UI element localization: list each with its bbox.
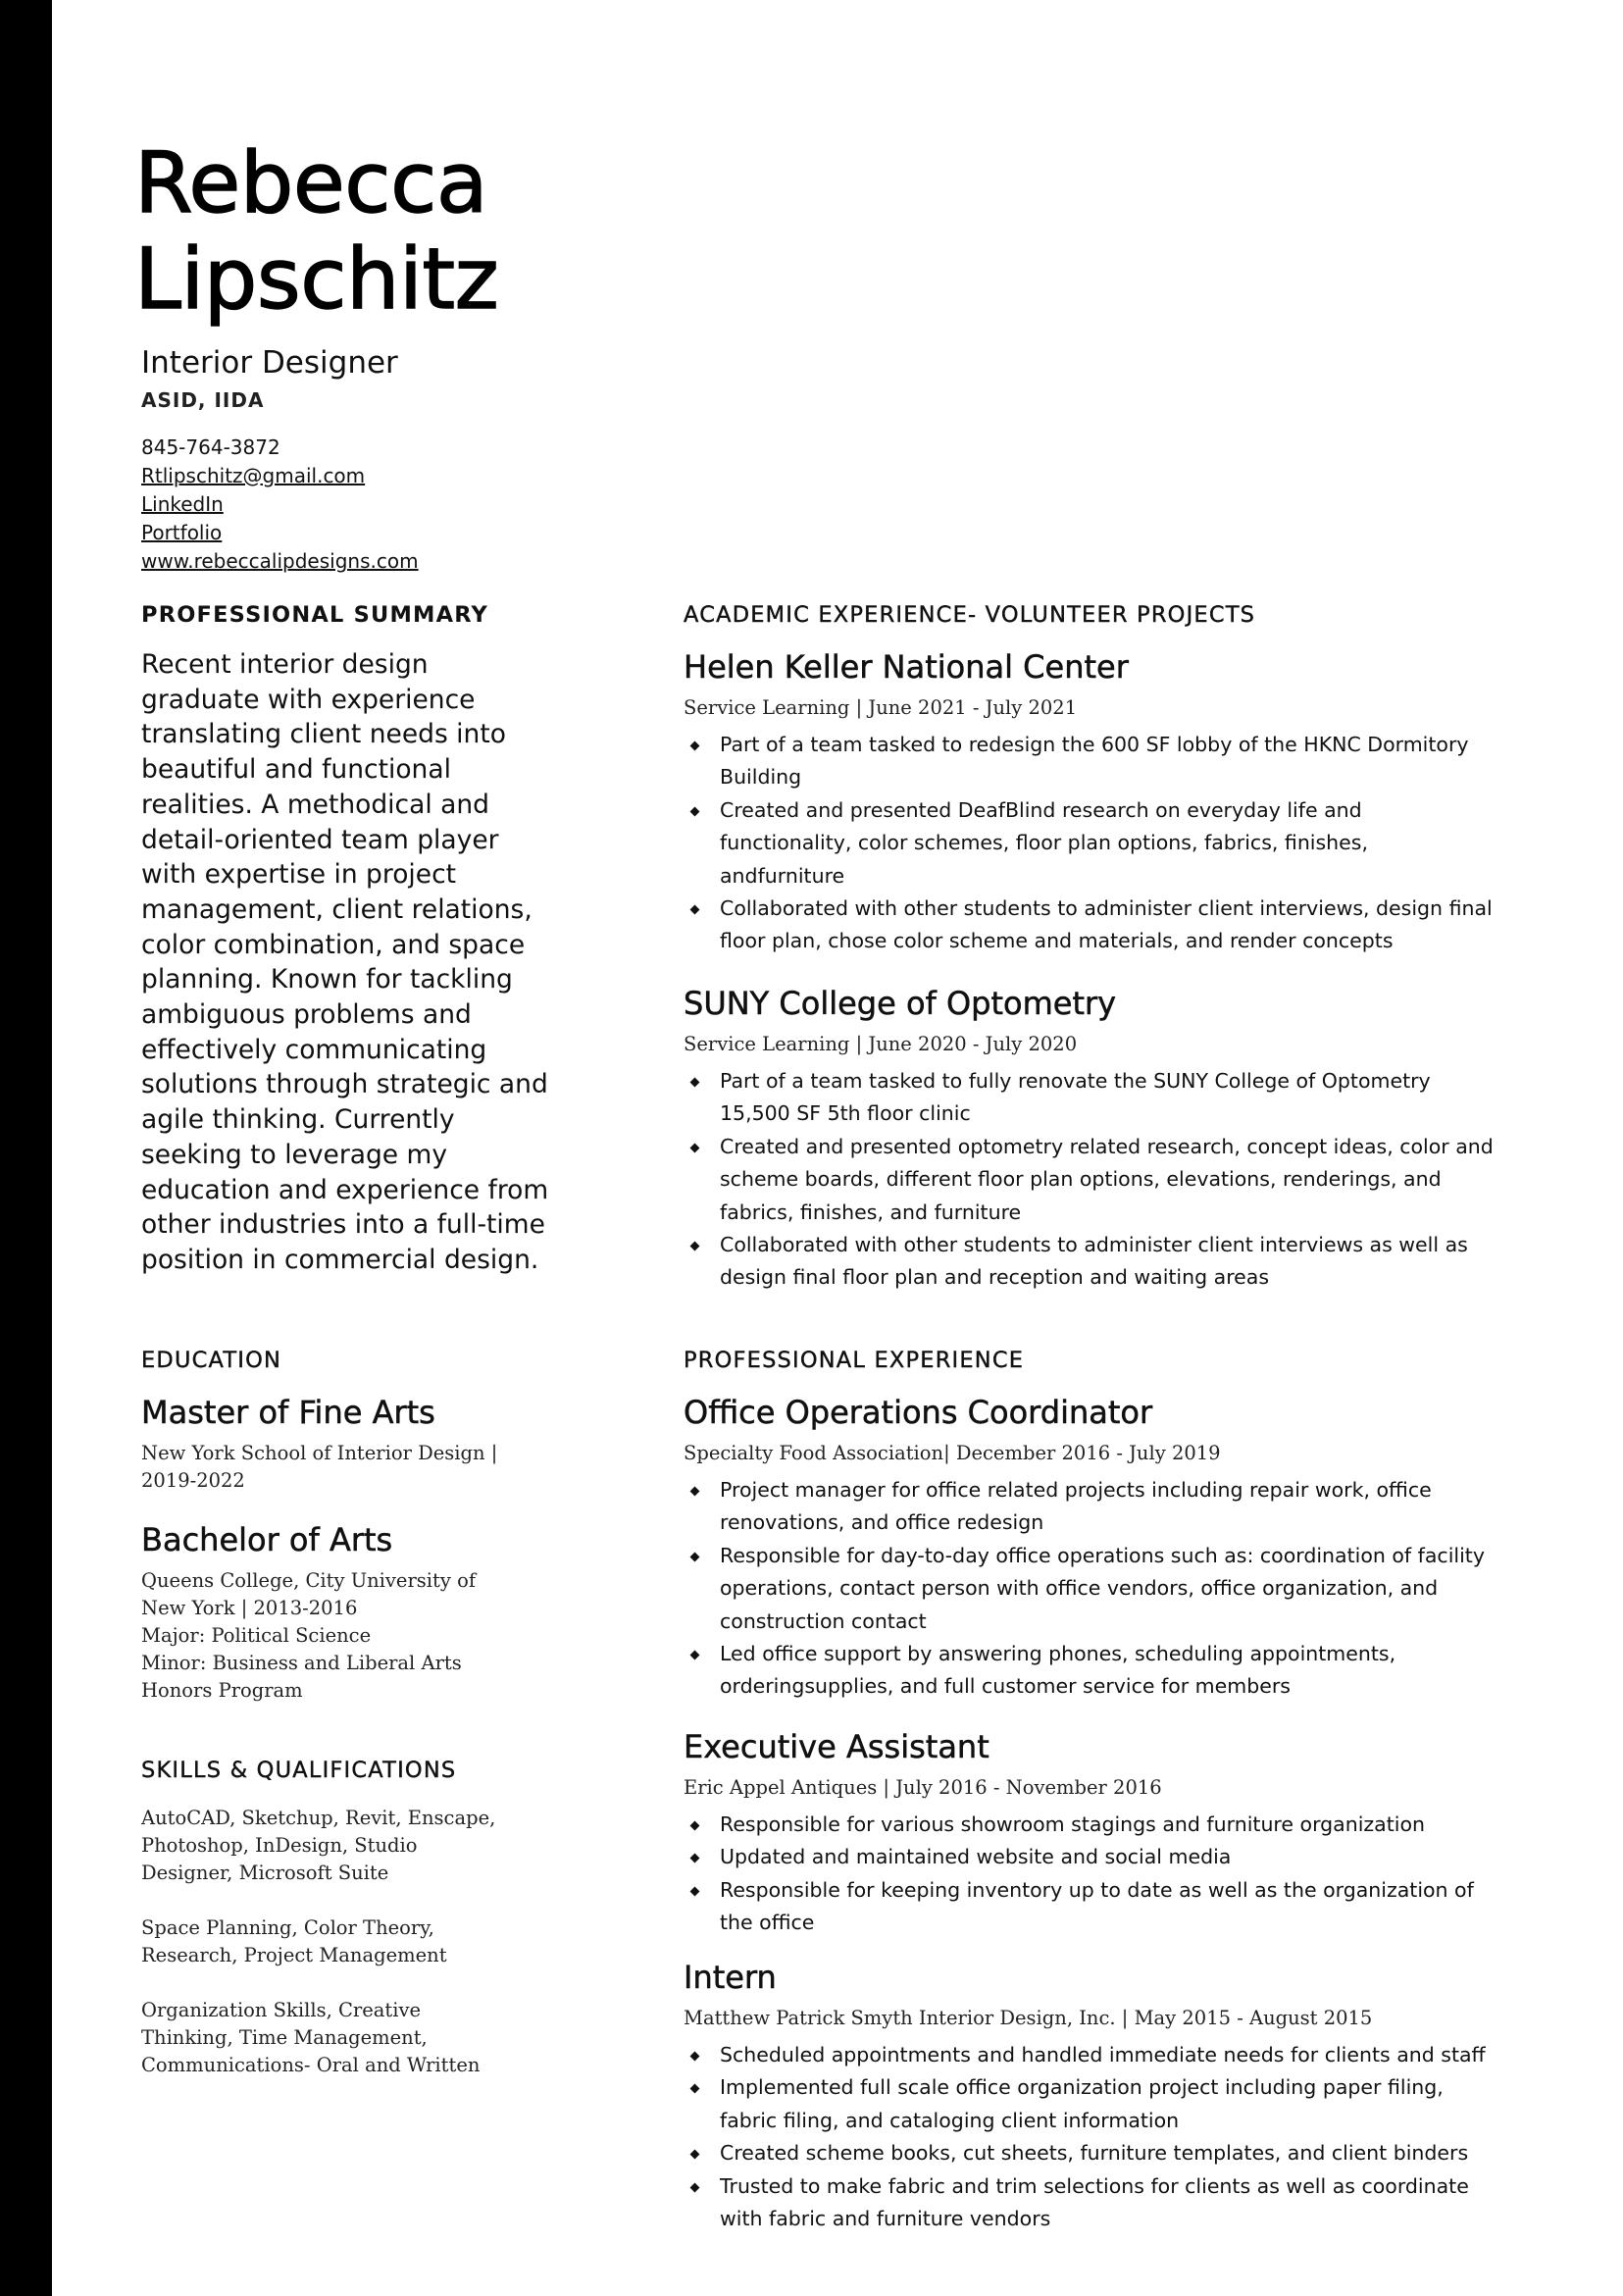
bullet-item: [684, 1638, 1497, 1704]
skills-line: Research, Project Management: [141, 1944, 447, 1966]
job-entry-intern: [684, 1958, 1497, 2235]
candidate-name: [134, 135, 684, 328]
bullet-item: [684, 893, 1497, 958]
name-first: Rebecca: [134, 134, 488, 232]
bullet-icon: [690, 806, 700, 816]
bullet-text: Part of a team tasked to redesign the 600 SF lobby of the HKNC Dormitory Building: [720, 733, 1469, 790]
bullet-icon: [690, 905, 700, 915]
degree-details: [141, 1567, 533, 1705]
degree-line: Major: Political Science: [141, 1624, 372, 1647]
bullet-item: [684, 1809, 1497, 1841]
bullet-text: Trusted to make fabric and trim selections for clients as well as coordinate with fabric and furniture vendors: [720, 2173, 1469, 2231]
summary-text: Recent interior design graduate with experience translating client needs into beautiful and functional realities. A methodical and detail-oriented team player with expertise in project management, client relations, color combination, and space planning. Known for tackling ambiguous problems and effectively communicating solutions through strategic and agile thinking. Currently seeking to leverage my education and experience from other industries into a full-time position in commercial design.: [141, 649, 549, 1275]
summary-heading: PROFESSIONAL SUMMARY: [141, 602, 489, 628]
degree-line: Honors Program: [141, 1679, 303, 1702]
bullet-text: Led office support by answering phones, scheduling appointments, orderingsupplies, and full customer service for members: [720, 1642, 1396, 1699]
bullet-text: Scheduled appointments and handled immediate needs for clients and staff: [720, 2043, 1486, 2066]
degree-title: Master of Fine Arts: [141, 1394, 435, 1431]
job-entry-ooc: [684, 1393, 1497, 1704]
bullet-text: Created and presented DeafBlind research on everyday life and functionality, color schemes, floor plan options, fabrics, finishes, andfurniture: [720, 797, 1368, 888]
degree-line: Queens College, City University of: [141, 1569, 477, 1592]
entry-meta: Service Learning | June 2021 - July 2021: [684, 696, 1078, 719]
bullet-icon: [690, 2084, 700, 2094]
entry-bullets: [684, 1474, 1497, 1704]
education-heading: EDUCATION: [141, 1348, 282, 1373]
bullet-icon: [690, 1242, 700, 1251]
degree-title: Bachelor of Arts: [141, 1521, 393, 1558]
entry-bullets: [684, 729, 1497, 958]
degree-line: 2019-2022: [141, 1469, 245, 1492]
bullet-item: [684, 1540, 1497, 1638]
bullet-text: Part of a team tasked to fully renovate the SUNY College of Optometry 15,500 SF 5th floor clinic: [720, 1069, 1431, 1126]
entry-bullets: [684, 2039, 1497, 2235]
bullet-text: Responsible for day-to-day office operations such as: coordination of facility operations, contact person with office vendors, office organization, and construction contact: [720, 1543, 1485, 1633]
bullet-item: [684, 2039, 1497, 2071]
bullet-text: Created scheme books, cut sheets, furniture templates, and client binders: [720, 2141, 1469, 2166]
bullet-item: [684, 1841, 1497, 1873]
bullet-text: Responsible for various showroom stagings and furniture organization: [720, 1812, 1426, 1836]
bullet-text: Updated and maintained website and social media: [720, 1845, 1232, 1869]
bullet-item: [684, 1474, 1497, 1540]
skills-line: Designer, Microsoft Suite: [141, 1862, 389, 1884]
left-accent-bar: [0, 0, 52, 2296]
degree-line: Minor: Business and Liberal Arts: [141, 1652, 462, 1674]
bullet-item: [684, 2137, 1497, 2169]
entry-title: SUNY College of Optometry: [684, 985, 1117, 1022]
degree-mfa: [141, 1393, 533, 1495]
skills-line: Photoshop, InDesign, Studio: [141, 1834, 418, 1857]
bullet-item: [684, 1874, 1497, 1940]
email-link[interactable]: Rtlipschitz@gmail.com: [141, 464, 366, 487]
entry-meta: Specialty Food Association| December 2016 - July 2019: [684, 1442, 1221, 1464]
skills-group-soft: [141, 1997, 533, 2079]
bullet-icon: [690, 1651, 700, 1660]
bullet-icon: [690, 1078, 700, 1088]
entry-meta: Service Learning | June 2020 - July 2020: [684, 1033, 1078, 1055]
academic-entry-hknc: [684, 647, 1497, 958]
entry-bullets: [684, 1065, 1497, 1295]
entry-title: Office Operations Coordinator: [684, 1394, 1153, 1431]
name-last: Lipschitz: [134, 230, 499, 329]
bullet-item: [684, 729, 1497, 794]
entry-title: Intern: [684, 1959, 777, 1996]
bullet-icon: [690, 1552, 700, 1561]
academic-entry-suny: [684, 984, 1497, 1295]
job-title: Interior Designer: [141, 345, 398, 381]
skills-line: Thinking, Time Management,: [141, 2026, 428, 2049]
bullet-item: [684, 1229, 1497, 1295]
bullet-icon: [690, 2150, 700, 2160]
bullet-icon: [690, 1854, 700, 1863]
academic-heading: ACADEMIC EXPERIENCE- VOLUNTEER PROJECTS: [684, 602, 1256, 628]
website-link[interactable]: www.rebeccalipdesigns.com: [141, 549, 419, 573]
entry-meta: Eric Appel Antiques | July 2016 - November 2016: [684, 1776, 1162, 1799]
degree-line: New York School of Interior Design |: [141, 1442, 498, 1464]
bullet-icon: [690, 2182, 700, 2192]
skills-line: Space Planning, Color Theory,: [141, 1916, 434, 1939]
skills-group-software: [141, 1805, 533, 1887]
bullet-item: [684, 1131, 1497, 1229]
bullet-icon: [690, 1886, 700, 1896]
skills-heading: SKILLS & QUALIFICATIONS: [141, 1758, 457, 1783]
bullet-icon: [690, 741, 700, 751]
bullet-icon: [690, 2052, 700, 2062]
bullet-item: [684, 2170, 1497, 2236]
skills-group-design: [141, 1914, 533, 1969]
linkedin-link[interactable]: LinkedIn: [141, 492, 224, 516]
bullet-icon: [690, 1487, 700, 1497]
skills-line: Communications- Oral and Written: [141, 2054, 481, 2076]
degree-line: New York | 2013-2016: [141, 1597, 358, 1619]
bullet-text: Collaborated with other students to administer client interviews as well as design final floor plan and reception and waiting areas: [720, 1233, 1468, 1290]
bullet-text: Implemented full scale office organization project including paper filing, fabric filing, and cataloging client information: [720, 2075, 1444, 2132]
bullet-text: Responsible for keeping inventory up to date as well as the organization of the office: [720, 1877, 1474, 1935]
bullet-item: [684, 1065, 1497, 1131]
bullet-item: [684, 794, 1497, 893]
certifications: ASID, IIDA: [141, 388, 265, 412]
entry-bullets: [684, 1809, 1497, 1940]
degree-ba: [141, 1520, 533, 1705]
bullet-item: [684, 2071, 1497, 2137]
bullet-icon: [690, 1821, 700, 1831]
skills-line: Organization Skills, Creative: [141, 1999, 422, 2021]
job-entry-ea: [684, 1727, 1497, 1940]
portfolio-link[interactable]: Portfolio: [141, 521, 223, 544]
phone-number: 845-764-3872: [141, 435, 280, 459]
skills-list: [141, 1805, 533, 2107]
professional-heading: PROFESSIONAL EXPERIENCE: [684, 1348, 1025, 1373]
bullet-text: Collaborated with other students to administer client interviews, design final floor plan, chose color scheme and materials, and render concepts: [720, 896, 1493, 953]
bullet-text: Created and presented optometry related research, concept ideas, color and scheme boards, different floor plan options, elevations, renderings, and fabrics, finishes, and furniture: [720, 1134, 1494, 1224]
bullet-text: Project manager for office related projects including repair work, office renovations, and office redesign: [720, 1478, 1432, 1535]
entry-title: Helen Keller National Center: [684, 648, 1129, 686]
skills-line: AutoCAD, Sketchup, Revit, Enscape,: [141, 1807, 496, 1829]
entry-title: Executive Assistant: [684, 1728, 989, 1765]
degree-details: [141, 1440, 533, 1495]
entry-meta: Matthew Patrick Smyth Interior Design, Inc. | May 2015 - August 2015: [684, 2007, 1373, 2029]
contact-block: [141, 434, 419, 576]
bullet-icon: [690, 1143, 700, 1152]
